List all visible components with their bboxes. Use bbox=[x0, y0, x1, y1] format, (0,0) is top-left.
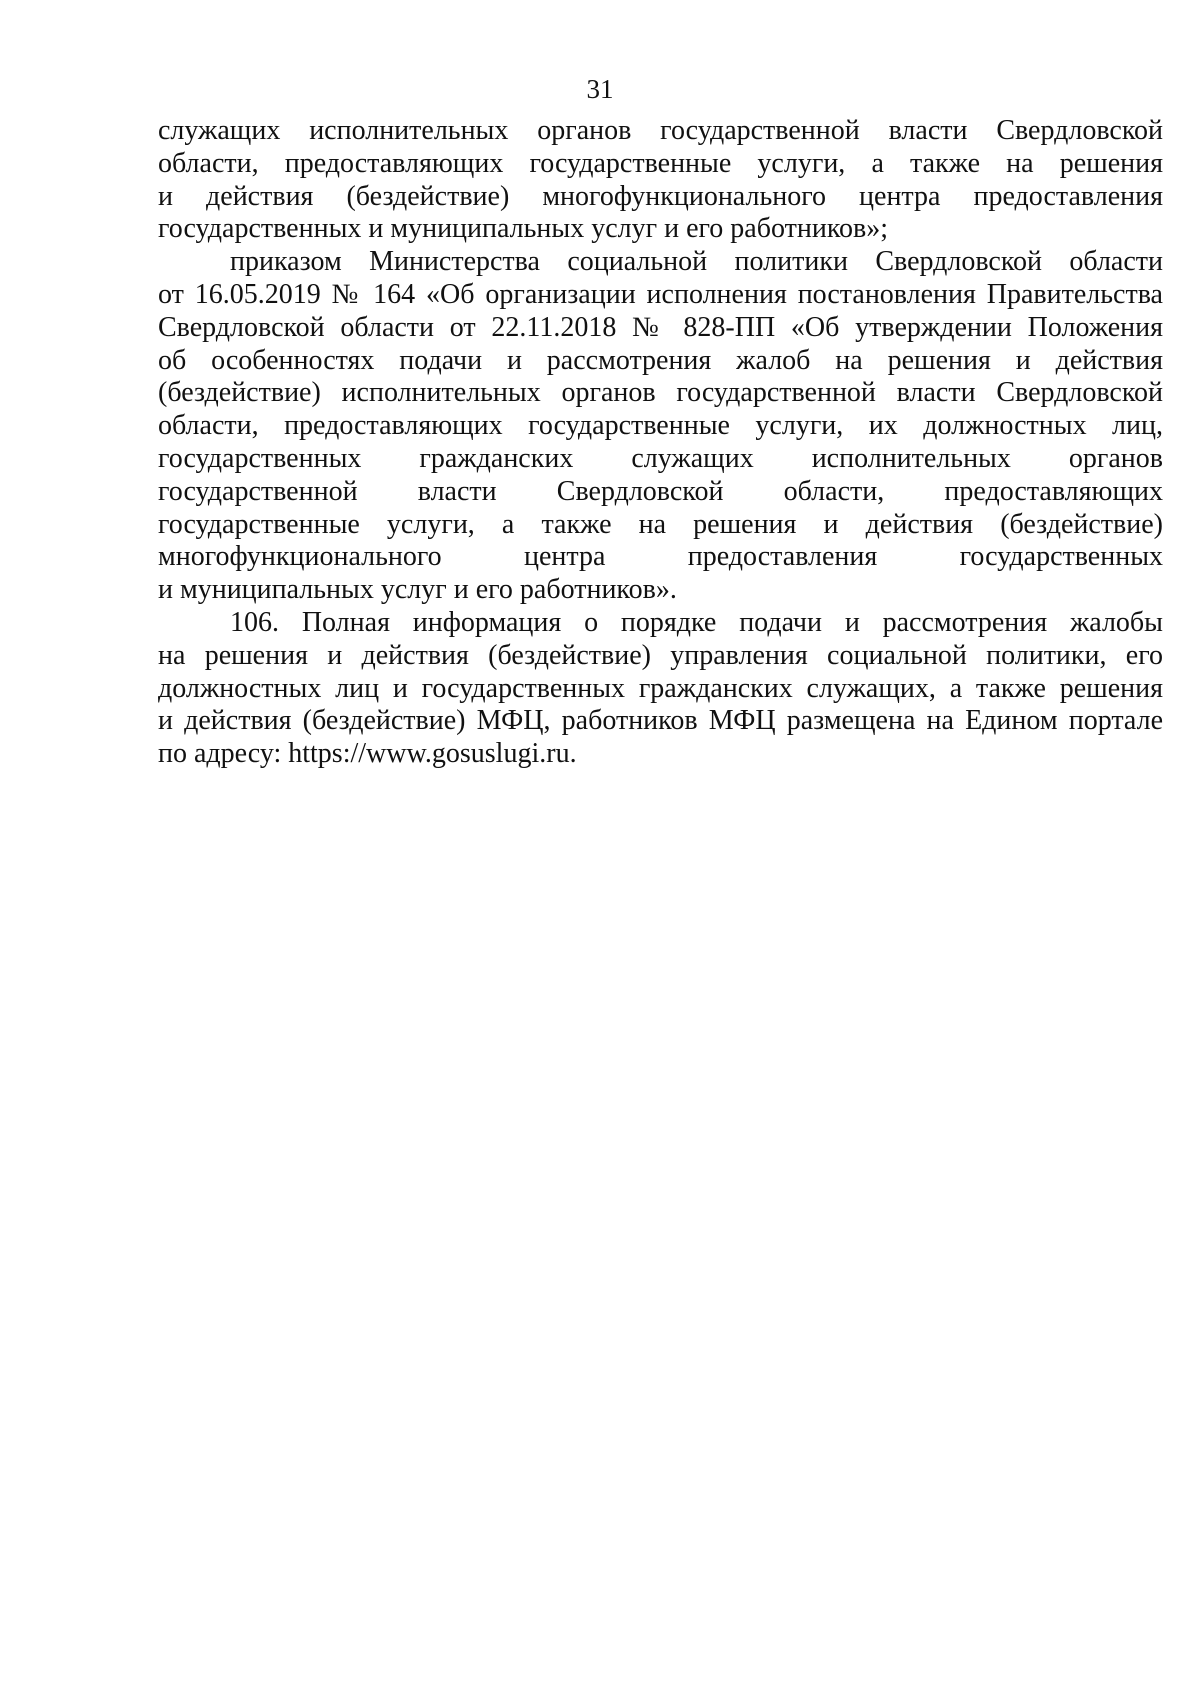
paragraph-2-line-5: (бездействие) исполнительных органов государственной власти Свердловской bbox=[158, 377, 1163, 409]
paragraph-1-line-2: области, предоставляющих государственные услуги, а также на решения bbox=[158, 147, 1163, 179]
paragraph-2-line-10: многофункционального центра предоставления государственных bbox=[158, 541, 1163, 573]
paragraph-3-line-3: должностных лиц и государственных гражданских служащих, а также решения bbox=[158, 672, 1163, 704]
page-number: 31 bbox=[586, 74, 614, 104]
paragraph-2-line-9: государственные услуги, а также на решения и действия (бездействие) bbox=[158, 508, 1163, 540]
paragraph-2-line-3: Свердловской области от 22.11.2018 № 828-ПП «Об утверждении Положения bbox=[158, 311, 1163, 343]
paragraph-1-line-4: государственных и муниципальных услуг и его работников»; bbox=[158, 213, 888, 245]
paragraph-3-line-5: по адресу: https://www.gosuslugi.ru. bbox=[158, 738, 577, 770]
paragraph-2-line-8: государственной власти Свердловской области, предоставляющих bbox=[158, 475, 1163, 507]
paragraph-2-line-4: об особенностях подачи и рассмотрения жалоб на решения и действия bbox=[158, 344, 1163, 376]
paragraph-2-line-6: области, предоставляющих государственные услуги, их должностных лиц, bbox=[158, 410, 1163, 442]
document-body bbox=[158, 115, 1163, 771]
paragraph-2-line-7: государственных гражданских служащих исполнительных органов bbox=[158, 442, 1163, 474]
paragraph-3-line-4: и действия (бездействие) МФЦ, работников МФЦ размещена на Едином портале bbox=[158, 705, 1163, 737]
paragraph-1-line-1: служащих исполнительных органов государственной власти Свердловской bbox=[158, 115, 1163, 146]
paragraph-2-line-1: приказом Министерства социальной политики Свердловской области bbox=[230, 246, 1163, 278]
paragraph-2-line-2: от 16.05.2019 № 164 «Об организации исполнения постановления Правительства bbox=[158, 278, 1163, 310]
paragraph-3-line-1: 106. Полная информация о порядке подачи и рассмотрения жалобы bbox=[230, 606, 1163, 638]
paragraph-1-line-3: и действия (бездействие) многофункционального центра предоставления bbox=[158, 180, 1163, 212]
paragraph-3-line-2: на решения и действия (бездействие) управления социальной политики, его bbox=[158, 639, 1163, 671]
paragraph-2-line-11: и муниципальных услуг и его работников». bbox=[158, 574, 677, 606]
